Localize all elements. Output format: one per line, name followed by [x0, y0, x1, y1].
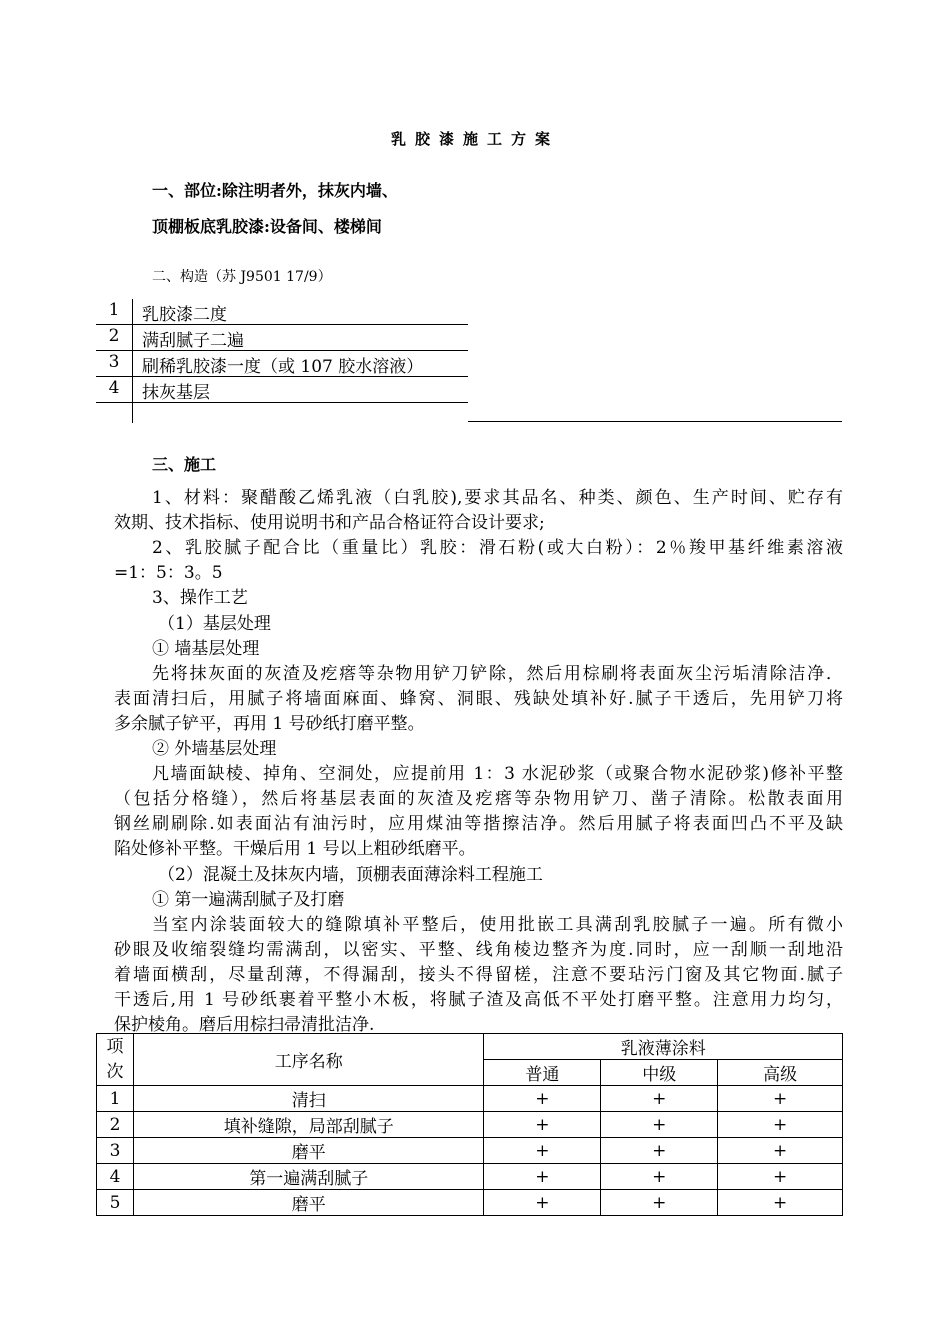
body-line: 表面清扫后，用腻子将墙面麻面、蜂窝、洞眼、残缺处填补好.腻子干透后，先用铲刀将 [114, 688, 843, 709]
row-index: 5 [97, 1190, 134, 1216]
body-line: 多余腻子铲平，再用 1 号砂纸打磨平整。 [114, 713, 425, 734]
body-line: 着墙面横刮，尽量刮薄，不得漏刮，接头不得留槎，注意不要玷污门窗及其它物面.腻子 [114, 964, 843, 985]
row-mark-normal: + [484, 1164, 601, 1190]
row-process: 清扫 [133, 1086, 484, 1112]
header-grade-high: 高级 [718, 1060, 843, 1086]
header-coating-group: 乳液薄涂料 [484, 1034, 843, 1060]
row-index: 4 [97, 1164, 134, 1190]
body-line: ① 第一遍满刮腻子及打磨 [152, 889, 345, 910]
row-mark-medium: + [601, 1086, 718, 1112]
body-line: 凡墙面缺棱、掉角、空洞处，应提前用 1：3 水泥砂浆（或聚合物水泥砂浆)修补平整 [152, 764, 843, 785]
row-mark-high: + [718, 1164, 843, 1190]
table-row [97, 1138, 843, 1164]
body-line: ② 外墙基层处理 [152, 739, 277, 759]
layer-row [96, 351, 468, 377]
body-line: 钢丝刷刷除.如表面沾有油污时，应用煤油等揩擦洁净。然后用腻子将表面凹凸不平及缺 [114, 814, 843, 835]
layer-row [96, 377, 468, 403]
layer-text: 抹灰基层 [142, 383, 210, 403]
row-index: 1 [97, 1086, 134, 1112]
body-line: 保护棱角。磨后用棕扫帚清批洁净. [114, 1015, 375, 1036]
body-line: 当室内涂装面较大的缝隙填补平整后，使用批嵌工具满刮乳胶腻子一遍。所有微小 [152, 914, 843, 935]
body-line: 干透后,用 1 号砂纸裹着平整小木板，将腻子渣及高低不平处打磨平整。注意用力均匀， [114, 990, 843, 1010]
table-row [97, 1112, 843, 1138]
horizontal-rule [468, 421, 842, 422]
row-process: 第一遍满刮腻子 [133, 1164, 484, 1190]
construction-layer-table [96, 299, 468, 403]
layer-text: 刷稀乳胶漆一度（或 107 胶水溶液） [142, 357, 424, 377]
body-line: ① 墙基层处理 [152, 638, 260, 659]
row-index: 3 [97, 1138, 134, 1164]
row-mark-high: + [718, 1190, 843, 1216]
layer-number: 1 [108, 300, 120, 320]
header-grade-normal: 普通 [484, 1060, 601, 1086]
row-mark-medium: + [601, 1112, 718, 1138]
layer-number: 4 [108, 378, 120, 398]
body-line: 3、操作工艺 [152, 588, 248, 609]
row-mark-medium: + [601, 1190, 718, 1216]
row-process: 磨平 [133, 1138, 484, 1164]
section1-line1: 一、部位:除注明者外，抹灰内墙、 [152, 181, 398, 200]
layer-row [96, 325, 468, 351]
row-mark-normal: + [484, 1112, 601, 1138]
row-process: 填补缝隙，局部刮腻子 [133, 1112, 484, 1138]
row-mark-high: + [718, 1112, 843, 1138]
body-line: =1：5：3。5 [114, 563, 223, 584]
header-index-char-2: 次 [106, 1061, 124, 1082]
body-line: 1、材料：聚醋酸乙烯乳液（白乳胶),要求其品名、种类、颜色、生产时间、贮存有 [152, 488, 843, 508]
row-mark-medium: + [601, 1164, 718, 1190]
layer-text: 乳胶漆二度 [142, 305, 227, 325]
row-index: 2 [97, 1112, 134, 1138]
row-mark-medium: + [601, 1138, 718, 1164]
body-line: （包括分格缝），然后将基层表面的灰渣及疙瘩等杂物用铲刀、凿子清除。松散表面用 [114, 789, 843, 810]
process-grade-table [96, 1033, 843, 1216]
section2-heading: 二、构造（苏 J9501 17/9） [152, 269, 332, 285]
header-index [97, 1034, 134, 1086]
body-line: 先将抹灰面的灰渣及疙瘩等杂物用铲刀铲除，然后用棕刷将表面灰尘污垢清除洁净． [152, 663, 843, 684]
body-line: （1）基层处理 [158, 613, 271, 634]
row-mark-high: + [718, 1138, 843, 1164]
body-line: （2）混凝土及抹灰内墙，顶棚表面薄涂料工程施工 [158, 864, 543, 885]
table-row [97, 1086, 843, 1112]
row-mark-normal: + [484, 1086, 601, 1112]
header-index-char-1: 项 [106, 1036, 124, 1057]
table-divider [132, 299, 133, 423]
table-row [97, 1164, 843, 1190]
table-row [97, 1190, 843, 1216]
body-line: 效期、技术指标、使用说明书和产品合格证符合设计要求; [114, 513, 545, 534]
section3-heading: 三、施工 [152, 455, 217, 474]
row-mark-high: + [718, 1086, 843, 1112]
layer-row [96, 299, 468, 325]
section1-line2: 顶棚板底乳胶漆:设备间、楼梯间 [152, 217, 382, 236]
header-grade-medium: 中级 [601, 1060, 718, 1086]
body-line: 2、乳胶腻子配合比（重量比）乳胶：滑石粉(或大白粉）：2％羧甲基纤维素溶液 [152, 538, 843, 559]
layer-number: 3 [108, 352, 120, 372]
document-title: 乳胶漆施工方案 [390, 130, 559, 148]
body-line: 砂眼及收缩裂缝均需满刮，以密实、平整、线角棱边整齐为度.同时，应一刮顺一刮地沿 [114, 939, 843, 960]
layer-text: 满刮腻子二遍 [142, 331, 244, 351]
row-process: 磨平 [133, 1190, 484, 1216]
row-mark-normal: + [484, 1190, 601, 1216]
layer-number: 2 [108, 326, 120, 346]
body-line: 陷处修补平整。干燥后用 1 号以上粗砂纸磨平。 [114, 839, 476, 860]
row-mark-normal: + [484, 1138, 601, 1164]
header-process: 工序名称 [133, 1034, 484, 1086]
